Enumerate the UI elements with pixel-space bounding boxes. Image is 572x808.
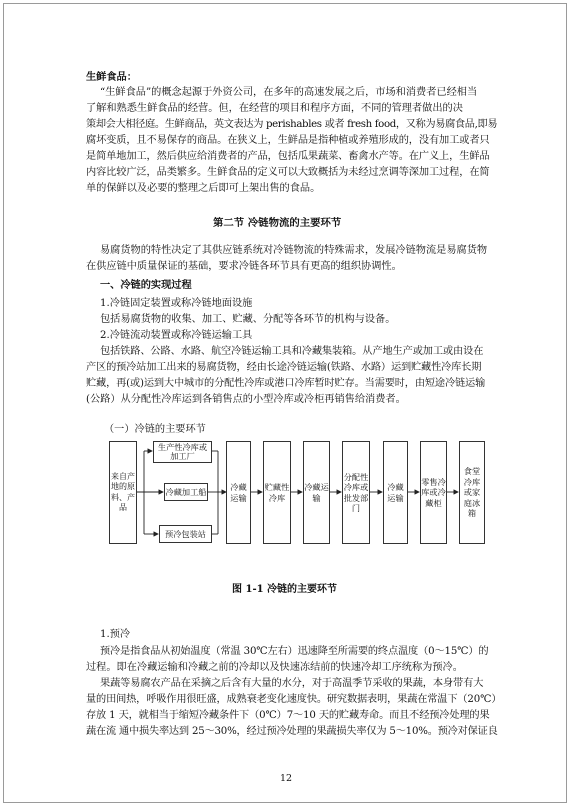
item-title: 1.预冷 <box>100 629 131 640</box>
paragraph-line: 贮藏，再(或)运到大中城市的分配性冷库或港口冷库暂时贮存。当需要时，由短途冷链运输 <box>86 378 486 389</box>
paragraph-line: 内容比较广泛，品类繁多。生鲜食品的定义可以大致概括为未经过烹调等深加工过程，在简 <box>86 167 490 178</box>
item-title: 1.冷链固定装置或称冷链地面设施 <box>100 298 253 309</box>
transport-box-1: 冷藏运输 <box>226 441 251 544</box>
paragraph-line: 产区的预冷站加工出来的易腐货物，经由长途冷链运输(铁路、水路）运到贮藏性冷库长期 <box>86 362 482 373</box>
section-title: 第二节 冷链物流的主要环节 <box>213 217 342 229</box>
paragraph-line: 量的田间热，呼吸作用很旺盛，成熟衰老变化速度快。研究数据表明，果蔬在常温下（20℃） <box>86 694 502 705</box>
transport-box-2: 冷藏运输 <box>303 441 330 544</box>
paragraph-line: 包括铁路、公路、水路、航空冷链运输工具和冷藏集装箱。从产地生产或加工或由设在 <box>100 346 484 357</box>
paragraph-line: 易腐货物的特性决定了其供应链系统对冷链物流的特殊需求，发展冷链物流是易腐货物 <box>100 245 488 256</box>
fresh-food-heading: 生鲜食品： <box>86 71 137 83</box>
paragraph-line: 预冷是指食品从初始温度（常温 30℃左右）迅速降至所需要的终点温度（0～15℃）的 <box>100 646 489 657</box>
refrigerated-ship-box: 冷藏加工船 <box>164 483 208 501</box>
subsection-heading: （一）冷链的主要环节 <box>104 424 206 435</box>
transport-box-3: 冷藏运输 <box>383 441 408 544</box>
production-cold-store-box: 生产性冷库或加工厂 <box>153 441 212 463</box>
item-text: 包括易腐货物的收集、加工、贮藏、分配等各环节的机构与设备。 <box>100 314 396 325</box>
paragraph-line: 腐坏变质，且不易保存的商品。在狭义上，生鲜品是指种植或养殖形成的，没有加工或者只 <box>86 135 490 146</box>
paragraph-line: 存放 1 天，就相当于缩短冷藏条件下（0℃）7～10 天的贮藏寿命。而且不经预冷处理的果 <box>86 710 490 721</box>
paragraph-line: “生鲜食品”的概念起源于外资公司，在多年的高速发展之后，市场和消费者已经相当 <box>100 87 478 98</box>
paragraph-line: 了解和熟悉生鲜食品的经营。但，在经营的项目和程序方面，不同的管理者做出的决 <box>86 103 463 114</box>
item-title: 2.冷链流动装置或称冷链运输工具 <box>100 330 253 341</box>
storage-cold-store-box: 贮藏性冷库 <box>263 441 291 544</box>
paragraph-line: 是简单地加工，然后供应给消费者的产品，包括瓜果蔬菜、畜禽水产等。在广义上，生鲜品 <box>86 151 490 162</box>
retail-cold-store-box: 零售冷库或冷藏柜 <box>420 441 447 544</box>
consumer-fridge-box: 食堂冷库或家庭冰箱 <box>459 441 485 544</box>
paragraph-line: (公路）从分配性冷库运到各销售点的小型冷库或冷柜再销售给消费者。 <box>86 394 406 405</box>
paragraph-line: 过程。即在冷藏运输和冷藏之前的冷却以及快速冻结前的快速冷却工序统称为预冷。 <box>86 662 463 673</box>
figure-caption: 图 1-1 冷链的主要环节 <box>232 584 338 595</box>
distribution-cold-store-box: 分配性冷库或批发部门 <box>342 441 370 544</box>
page-number: 12 <box>280 773 293 784</box>
subsection-heading: 一、冷链的实现过程 <box>100 279 192 291</box>
paragraph-line: 果蔬等易腐农产品在采摘之后含有大量的水分，对于高温季节采收的果蔬，本身带有大 <box>100 678 484 689</box>
precool-station-box: 预冷包装站 <box>159 525 212 543</box>
paragraph-line: 策却会大相径庭。生鲜商品，英文表达为 perishables 或者 fresh food，又称为易腐食品,即易 <box>86 119 498 130</box>
paragraph-line: 在供应链中质量保证的基础，要求冷链各环节具有更高的组织协调性。 <box>86 261 402 272</box>
paragraph-line: 单的保鲜以及必要的整理之后即可上架出售的食品。 <box>86 183 321 194</box>
source-box: 来自产地的原料、产品 <box>109 441 137 544</box>
paragraph-line: 蔬在流 通中损失率达到 25～30%，经过预冷处理的果蔬损失率仅为 5～10%。预冷对保证良 <box>86 726 498 737</box>
